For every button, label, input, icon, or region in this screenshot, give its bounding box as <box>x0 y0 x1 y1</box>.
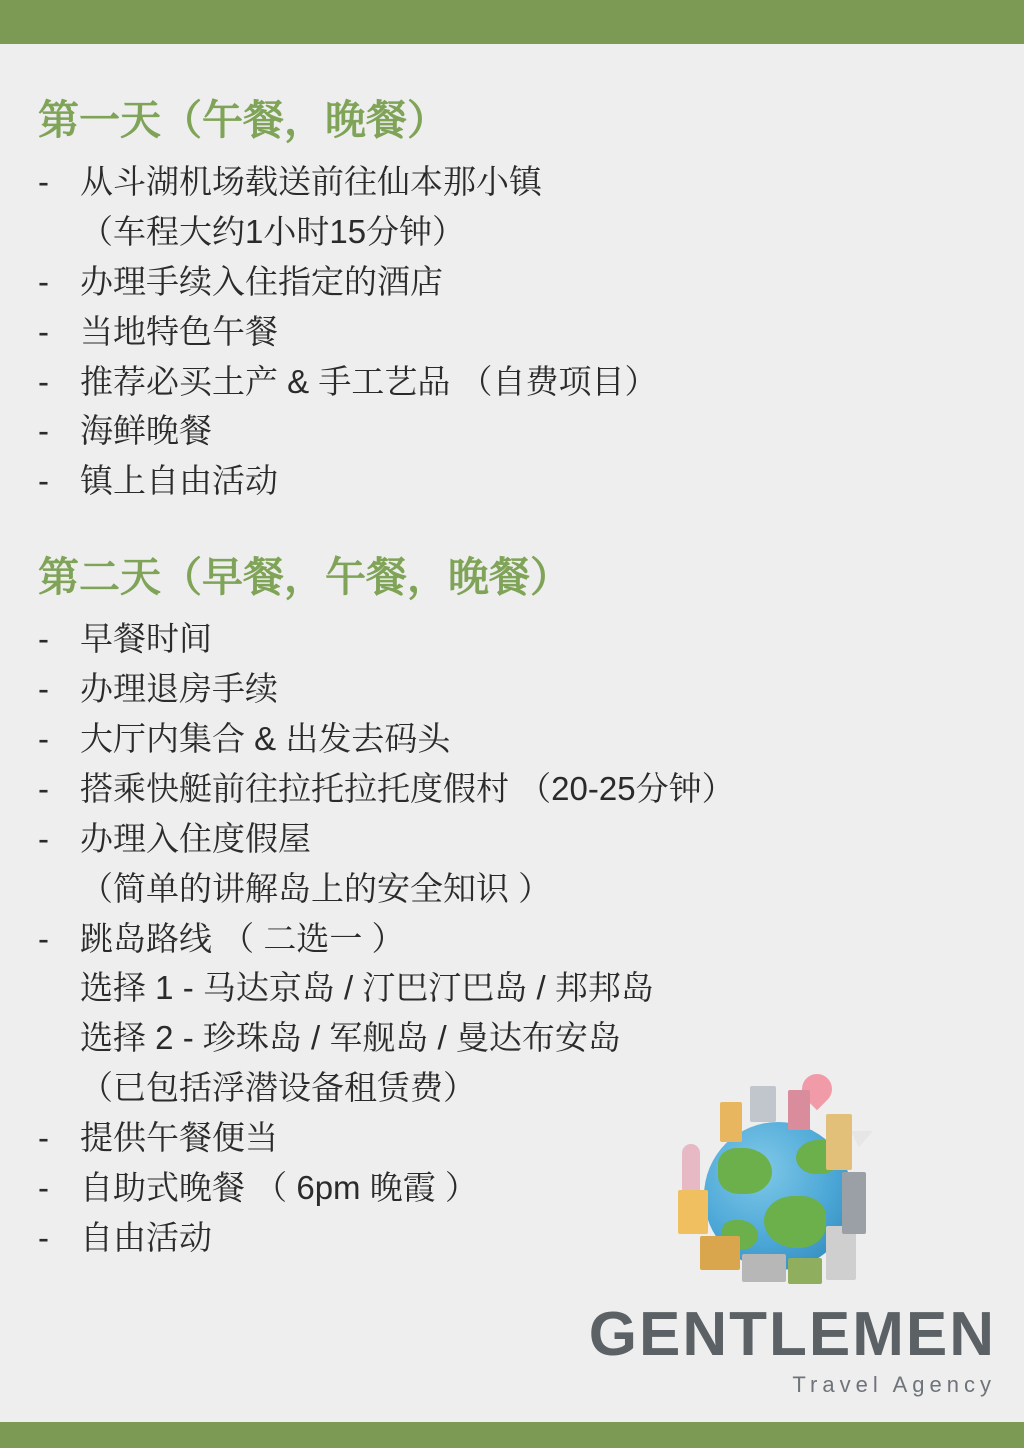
list-item-text: 当地特色午餐 <box>80 312 278 350</box>
list-item <box>38 209 984 256</box>
list-item-text: 搭乘快艇前往拉托拉托度假村 （20-25分钟） <box>80 769 735 807</box>
day-2-item-list <box>38 616 984 1261</box>
list-item <box>38 1165 984 1212</box>
list-item <box>38 309 984 356</box>
list-item <box>38 616 984 663</box>
bullet-dash: - <box>38 1218 49 1256</box>
top-color-band <box>0 0 1024 44</box>
list-item-text: 选择 1 - 马达京岛 / 汀巴汀巴岛 / 邦邦岛 <box>80 969 654 1007</box>
bullet-dash: - <box>38 362 49 400</box>
list-item-text: （已包括浮潜设备租赁费） <box>80 1069 476 1107</box>
list-item-text: 办理入住度假屋 <box>80 819 311 857</box>
list-item-text: 自由活动 <box>80 1218 212 1256</box>
list-item-text: 从斗湖机场载送前往仙本那小镇 <box>80 163 542 201</box>
list-item-text: 大厅内集合 & 出发去码头 <box>80 720 451 758</box>
bullet-dash: - <box>38 769 49 807</box>
section-spacer <box>38 515 984 553</box>
brand-tagline: Travel Agency <box>792 1372 996 1397</box>
bullet-dash: - <box>38 462 49 500</box>
list-item <box>38 866 984 913</box>
day-block-1 <box>38 96 984 505</box>
list-item-text: 早餐时间 <box>80 620 212 658</box>
list-item-text: 自助式晚餐 （ 6pm 晚霞 ） <box>80 1168 478 1206</box>
list-item-text: 选择 2 - 珍珠岛 / 军舰岛 / 曼达布安岛 <box>80 1019 621 1057</box>
bottom-color-band <box>0 1422 1024 1448</box>
bullet-dash: - <box>38 1168 49 1206</box>
list-item <box>38 666 984 713</box>
day-1-item-list <box>38 159 984 505</box>
list-item-text: 海鲜晚餐 <box>80 412 212 450</box>
list-item <box>38 1215 984 1262</box>
list-item <box>38 1015 984 1062</box>
day-1-title: 第一天（午餐，晚餐） <box>38 97 448 143</box>
list-item-text: 镇上自由活动 <box>80 462 278 500</box>
list-item-text: 提供午餐便当 <box>80 1118 278 1156</box>
itinerary-content <box>0 44 1024 1422</box>
list-item-text: 办理退房手续 <box>80 670 278 708</box>
day-2-title: 第二天（早餐，午餐，晚餐） <box>38 554 571 601</box>
bullet-dash: - <box>38 412 49 450</box>
bullet-dash: - <box>38 312 49 350</box>
list-item-text: 推荐必买土产 & 手工艺品 （自费项目） <box>80 362 658 400</box>
list-item <box>38 716 984 763</box>
list-item <box>38 965 984 1012</box>
list-item <box>38 1065 984 1112</box>
list-item <box>38 159 984 206</box>
bullet-dash: - <box>38 670 49 708</box>
list-item-text: 办理手续入住指定的酒店 <box>80 262 443 300</box>
list-item <box>38 458 984 505</box>
bullet-dash: - <box>38 262 49 300</box>
brand-name: GENTLEMEN <box>588 1300 996 1369</box>
bullet-dash: - <box>38 720 49 758</box>
list-item <box>38 408 984 455</box>
list-item <box>38 916 984 963</box>
bullet-dash: - <box>38 163 49 201</box>
bullet-dash: - <box>38 620 49 658</box>
list-item <box>38 259 984 306</box>
list-item-text: （简单的讲解岛上的安全知识 ） <box>80 869 552 907</box>
bullet-dash: - <box>38 1118 49 1156</box>
list-item <box>38 816 984 863</box>
bullet-dash: - <box>38 919 49 957</box>
day-block-2 <box>38 553 984 1261</box>
list-item <box>38 766 984 813</box>
list-item <box>38 1115 984 1162</box>
list-item-text: （车程大约1小时15分钟） <box>80 213 466 251</box>
bullet-dash: - <box>38 819 49 857</box>
list-item <box>38 359 984 406</box>
list-item-text: 跳岛路线 （ 二选一 ） <box>80 919 405 957</box>
